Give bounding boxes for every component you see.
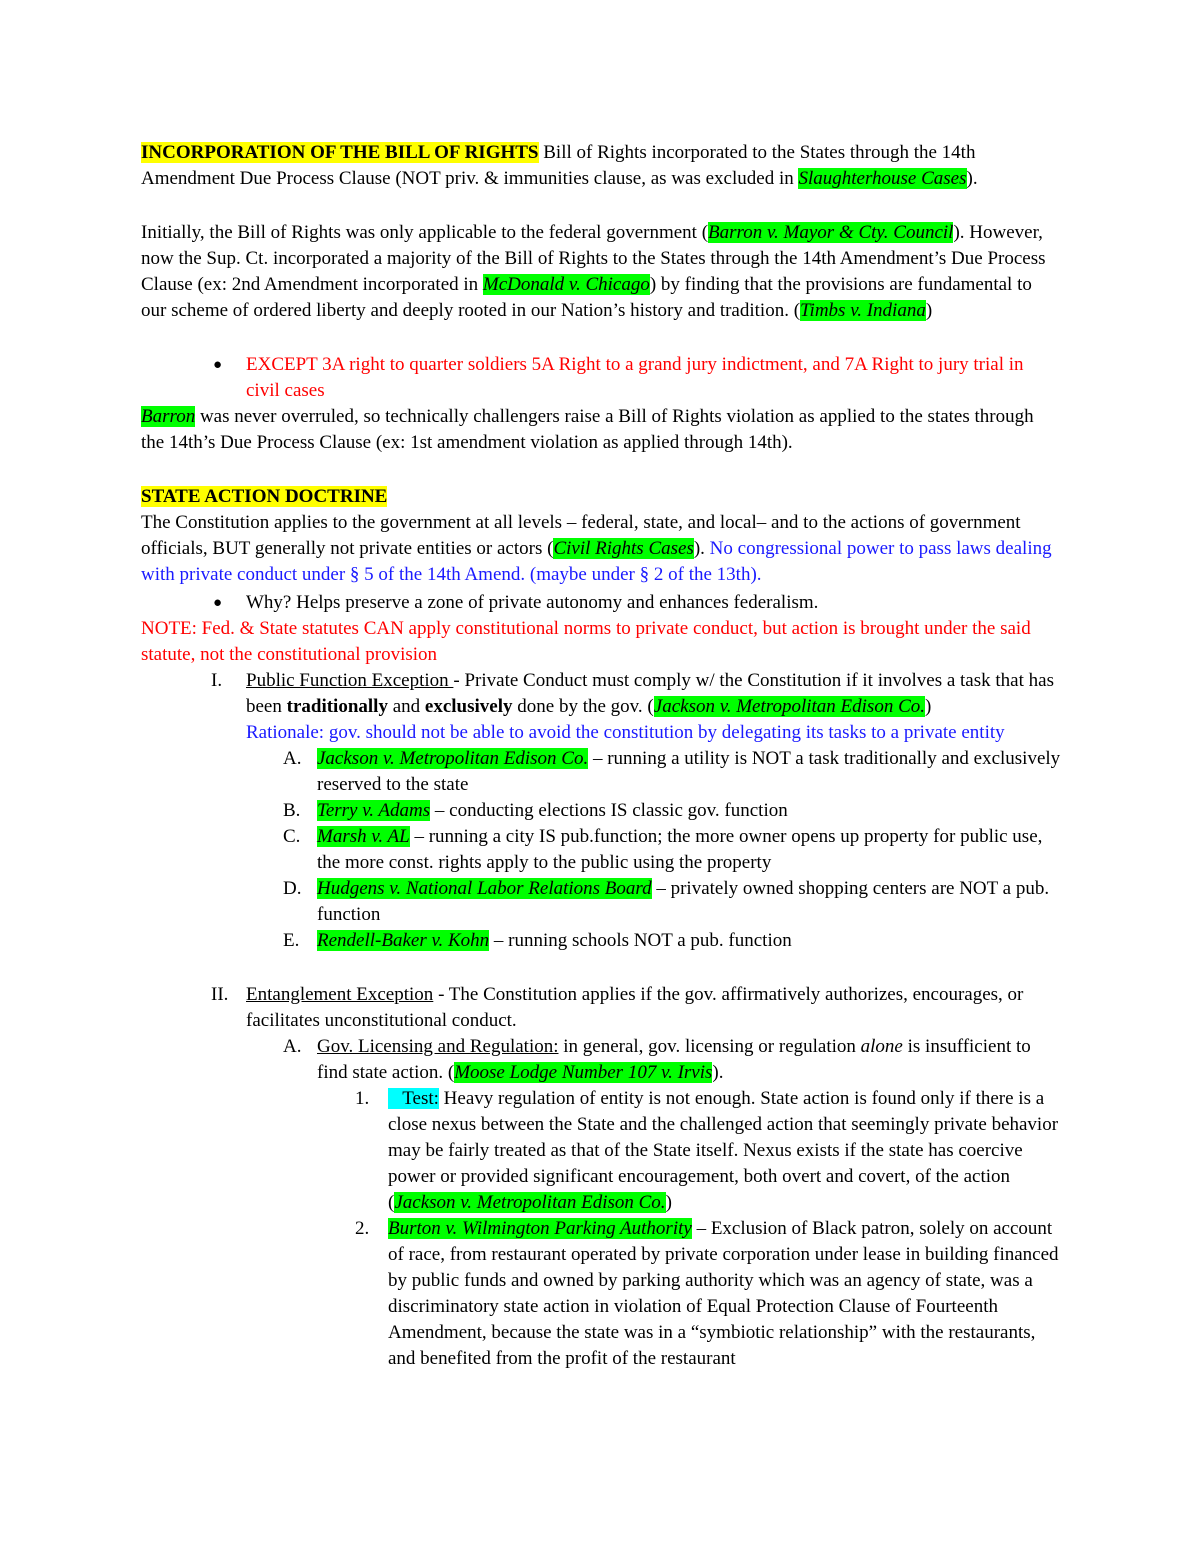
licensing-item [317, 1034, 1061, 1086]
bold-text: traditionally [286, 696, 388, 717]
case-highlight: Hudgens v. National Labor Relations Board [317, 878, 652, 899]
note-paragraph: NOTE: Fed. & State statutes CAN apply constitutional norms to private conduct, but action is brought under the said statute, not the constitutional provision [141, 618, 1031, 665]
public-function-paragraph [246, 668, 1061, 746]
italic-text: alone [860, 1036, 903, 1057]
case-highlight: Timbs v. Indiana [800, 300, 926, 321]
text: – running schools NOT a pub. function [489, 930, 792, 951]
entanglement-paragraph [246, 982, 1061, 1034]
list-marker: 2. [355, 1218, 370, 1239]
case-highlight: Jackson v. Metropolitan Edison Co. [653, 696, 925, 717]
text: in general, gov. licensing or regulation [558, 1036, 861, 1057]
subheading: Public Function Exception [246, 670, 454, 691]
list-marker: B. [283, 800, 301, 821]
subheading: Gov. Licensing and Regulation: [317, 1036, 559, 1057]
case-highlight: McDonald v. Chicago [482, 274, 650, 295]
case-highlight: Rendell-Baker v. Kohn [317, 930, 490, 951]
text: ). [712, 1062, 724, 1083]
rationale-text: Rationale: gov. should not be able to avoid the constitution by delegating its tasks to a private entity [246, 722, 1005, 743]
test-item [388, 1086, 1061, 1216]
text: Heavy regulation of entity is not enough. State action is found only if there is a close nexus between the State and the challenged action that seemingly private behavior may be fairly treated as that of the State itself. Nexus exists if the state has coercive power or provided significant encouragement, both overt and covert, of the action ( [388, 1088, 1063, 1213]
subheading: Entanglement Exception [246, 984, 434, 1005]
except-bullet-text: EXCEPT 3A right to quarter soldiers 5A Right to a grand jury indictment, and 7A Right to jury trial in civil cases [246, 354, 1024, 401]
list-item [317, 876, 1061, 928]
text: is insufficient to find state action. ( [317, 1036, 1031, 1083]
why-bullet-text: Why? Helps preserve a zone of private autonomy and enhances federalism. [246, 592, 819, 613]
blue-note: No congressional power to pass laws dealing with private conduct under § 5 of the 14th Amend. (maybe under § 2 of the 13th). [141, 538, 1052, 585]
text: ). [693, 538, 710, 559]
roman-marker: I. [211, 670, 223, 691]
text: and [387, 696, 425, 717]
text: - Private Conduct must comply w/ the Constitution if it involves a task that has been [246, 670, 1054, 717]
text: – Exclusion of Black patron, solely on account of race, from restaurant operated by private corporation under lease in building financed by public funds and owned by parking authority which was an agency of state, was a discriminatory state action in violation of Equal Protection Clause of Fourteenth Amendment, because the state was in a “symbiotic relationship” with the restaurants, and benefited from the profit of the restaurant [388, 1218, 1059, 1369]
initially-paragraph [141, 220, 1061, 324]
list-marker: A. [283, 748, 302, 769]
roman-marker: II. [211, 984, 229, 1005]
constitution-paragraph [141, 510, 1061, 588]
case-highlight: Moose Lodge Number 107 v. Irvis [454, 1062, 713, 1083]
list-item [317, 746, 1061, 798]
case-highlight: Marsh v. AL [317, 826, 410, 847]
text: – running a city IS pub.function; the more owner opens up property for public use, the more const. rights apply to the public using the property [317, 826, 1043, 873]
barron-paragraph [141, 404, 1061, 456]
bullet-icon: ● [213, 595, 223, 611]
section-heading-state-action: STATE ACTION DOCTRINE [141, 486, 388, 507]
case-highlight: Burton v. Wilmington Parking Authority [388, 1218, 692, 1239]
state-action-heading-line [141, 484, 1061, 510]
intro-text: Bill of Rights incorporated to the States through the 14th Amendment Due Process Clause (NOT priv. & immunities clause, as was excluded in [141, 142, 976, 189]
text: ). However, now the Sup. Ct. incorporated a majority of the Bill of Rights to the States through the 14th Amendment’s Due Process Clause (ex: 2nd Amendment incorporated in [141, 222, 1046, 295]
text: Initially, the Bill of Rights was only applicable to the federal government ( [141, 222, 709, 243]
section-heading-incorporation: INCORPORATION OF THE BILL OF RIGHTS [141, 142, 539, 163]
list-item [317, 824, 1061, 876]
text: ) by finding that the provisions are fundamental to our scheme of ordered liberty and deeply rooted in our Nation’s history and tradition. ( [141, 274, 1032, 321]
case-highlight: Jackson v. Metropolitan Edison Co. [394, 1192, 666, 1213]
text: The Constitution applies to the government at all levels – federal, state, and local– and to the actions of government officials, BUT generally not private entities or actors ( [141, 512, 1021, 559]
case-highlight: Jackson v. Metropolitan Edison Co. [317, 748, 589, 769]
text: ) [665, 1192, 672, 1213]
text: done by the gov. ( [512, 696, 654, 717]
case-highlight: Civil Rights Cases [553, 538, 694, 559]
list-marker: 1. [355, 1088, 370, 1109]
case-highlight: Slaughterhouse Cases [798, 168, 967, 189]
text: ) [925, 300, 933, 321]
case-highlight: Terry v. Adams [317, 800, 431, 821]
burton-item [388, 1216, 1061, 1372]
text: – privately owned shopping centers are NOT a pub. function [317, 878, 1050, 925]
intro-end: ). [966, 168, 978, 189]
case-highlight: Barron v. Mayor & Cty. Council [708, 222, 954, 243]
text: – conducting elections IS classic gov. function [430, 800, 788, 821]
text: was never overruled, so technically challengers raise a Bill of Rights violation as applied to the states through the 14th’s Due Process Clause (ex: 1st amendment violation as applied through 14th). [141, 406, 1034, 453]
list-marker: E. [283, 930, 300, 951]
list-item [317, 798, 1061, 824]
case-highlight: Barron [141, 406, 196, 427]
text: – running a utility is NOT a task traditionally and exclusively reserved to the state [317, 748, 1061, 795]
incorporation-paragraph [141, 140, 1061, 192]
text: ) [925, 696, 932, 717]
bullet-icon: ● [213, 357, 223, 373]
list-marker: D. [283, 878, 302, 899]
list-marker: C. [283, 826, 301, 847]
text: - The Constitution applies if the gov. affirmatively authorizes, encourages, or facilitates unconstitutional conduct. [246, 984, 1024, 1031]
bold-text: exclusively [424, 696, 513, 717]
list-marker: A. [283, 1036, 302, 1057]
list-item [317, 928, 1061, 954]
test-label-highlight: Test: [388, 1088, 439, 1109]
